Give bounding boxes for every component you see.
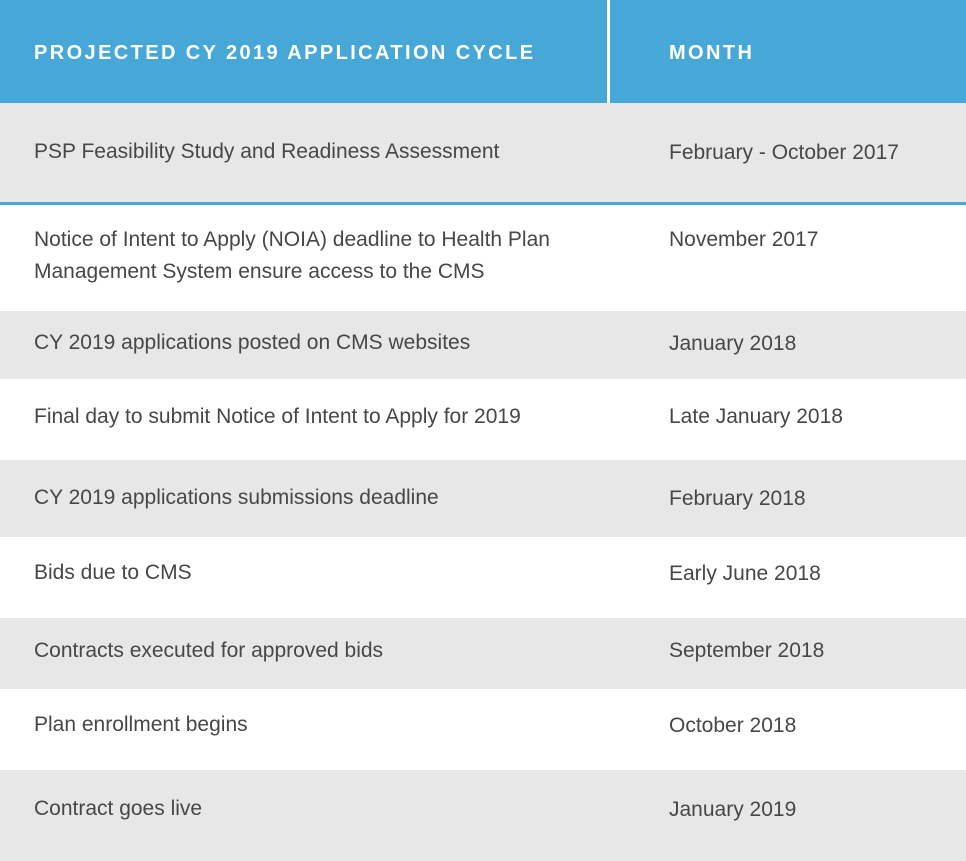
header-cycle: PROJECTED CY 2019 APPLICATION CYCLE (34, 42, 536, 64)
row-event: PSP Feasibility Study and Readiness Assessment (34, 140, 500, 163)
table-row (0, 689, 966, 770)
row-event: Bids due to CMS (34, 561, 192, 584)
row-month: February 2018 (669, 487, 806, 510)
row-event: Notice of Intent to Apply (NOIA) deadline to Health Plan Management System ensure access to the CMS (34, 228, 550, 283)
row-month: September 2018 (669, 639, 825, 662)
row-month: Late January 2018 (669, 405, 843, 428)
row-month: January 2019 (669, 798, 797, 821)
table-row (0, 460, 966, 537)
row-event: Plan enrollment begins (34, 713, 248, 736)
table-row (0, 103, 966, 202)
table-row (0, 770, 966, 861)
table-header (0, 0, 966, 103)
table-row (0, 537, 966, 618)
header-month: MONTH (669, 42, 755, 64)
row-month: October 2018 (669, 714, 797, 737)
row-month: February - October 2017 (669, 141, 899, 164)
table-row (0, 205, 966, 311)
row-event: Final day to submit Notice of Intent to Apply for 2019 (34, 405, 521, 428)
row-event: CY 2019 applications submissions deadline (34, 486, 439, 509)
table-row (0, 311, 966, 379)
row-event: Contract goes live (34, 797, 203, 820)
row-month: Early June 2018 (669, 562, 821, 585)
table-row (0, 618, 966, 689)
row-event: CY 2019 applications posted on CMS websites (34, 331, 471, 354)
row-event: Contracts executed for approved bids (34, 639, 384, 662)
row-month: November 2017 (669, 228, 819, 251)
header-divider (607, 0, 610, 103)
table-row (0, 379, 966, 460)
row-month: January 2018 (669, 332, 797, 355)
